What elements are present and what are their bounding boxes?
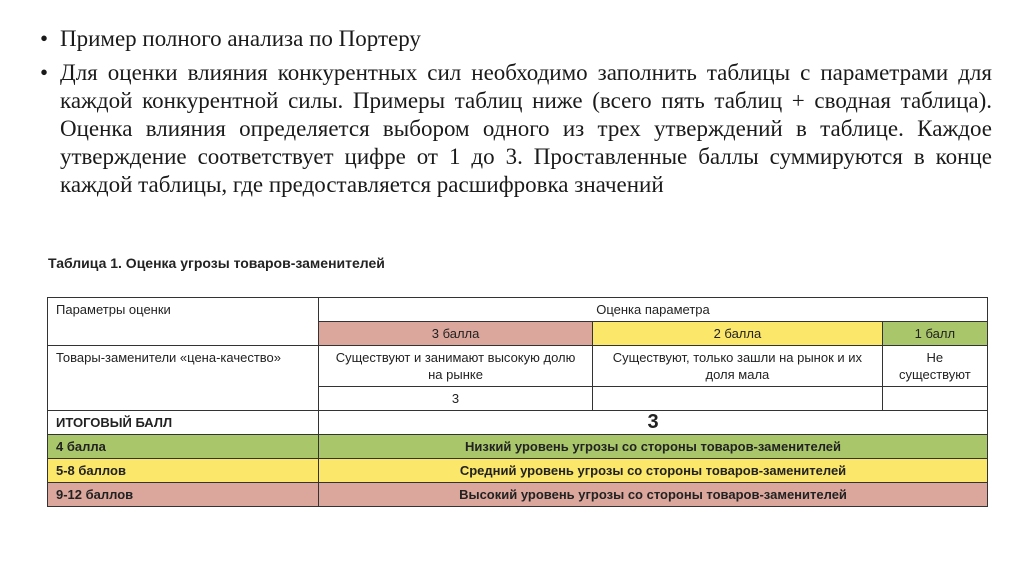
option-cell: Не существуют <box>882 346 987 387</box>
bullet-dot-icon: • <box>40 60 49 85</box>
legend-row <box>48 483 988 507</box>
empty-cell <box>882 387 987 411</box>
legend-meaning: Низкий уровень угрозы со стороны товаров-заменителей <box>319 435 988 459</box>
option-cell: Существуют, только зашли на рынок и их доля мала <box>593 346 883 387</box>
table-caption: Таблица 1. Оценка угрозы товаров-заменителей <box>48 255 385 271</box>
option-cell: Существуют и занимают высокую долю на рынке <box>319 346 593 387</box>
total-value: 3 <box>319 411 988 435</box>
table-header-row <box>48 298 988 322</box>
bullet-item <box>40 25 992 53</box>
legend-meaning: Средний уровень угрозы со стороны товаров-заменителей <box>319 459 988 483</box>
param-label: Товары-заменители «цена-качество» <box>48 346 319 411</box>
legend-meaning: Высокий уровень угрозы со стороны товаров-заменителей <box>319 483 988 507</box>
bullet-text: Для оценки влияния конкурентных сил необходимо заполнить таблицы с параметрами для каждой конкурентной силы. Примеры таблиц ниже (всего пять таблиц + сводная таблица). Оценка влияния определяется выбором одного из трех утверждений в таблице. Каждое утверждение соответствует цифре от 1 до 3. Проставленные баллы суммируются в конце каждой таблицы, где предоставляется расшифровка значений <box>60 60 992 197</box>
total-label: ИТОГОВЫЙ БАЛЛ <box>48 411 319 435</box>
selected-score: 3 <box>319 387 593 411</box>
total-row <box>48 411 988 435</box>
score-level-3: 3 балла <box>319 322 593 346</box>
legend-range: 9-12 баллов <box>48 483 319 507</box>
bullet-dot-icon: • <box>40 26 49 51</box>
bullet-list <box>40 25 992 205</box>
legend-row <box>48 459 988 483</box>
legend-row <box>48 435 988 459</box>
legend-range: 5-8 баллов <box>48 459 319 483</box>
bullet-item <box>40 59 992 199</box>
header-rating: Оценка параметра <box>319 298 988 322</box>
header-param: Параметры оценки <box>48 298 319 346</box>
empty-cell <box>593 387 883 411</box>
bullet-text: Пример полного анализа по Портеру <box>60 26 421 51</box>
legend-range: 4 балла <box>48 435 319 459</box>
score-level-1: 1 балл <box>882 322 987 346</box>
table-row <box>48 346 988 387</box>
score-level-2: 2 балла <box>593 322 883 346</box>
substitutes-threat-table <box>47 297 988 507</box>
